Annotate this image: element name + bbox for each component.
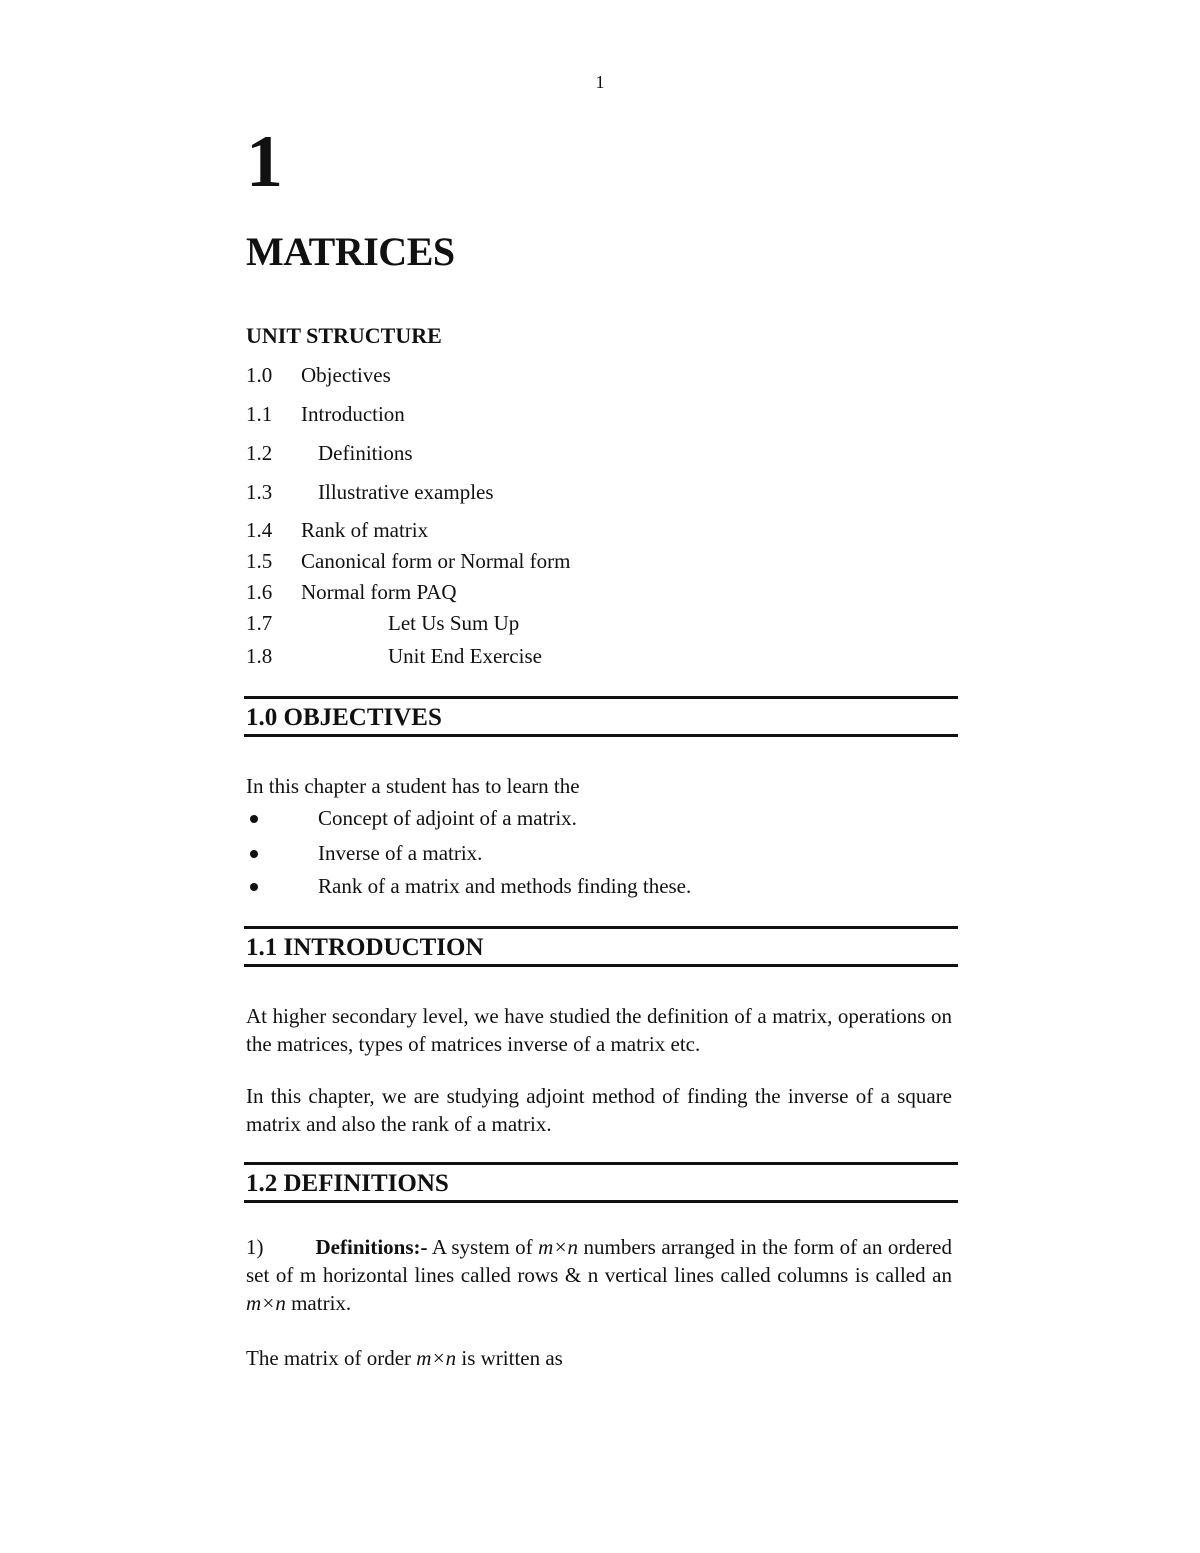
toc-number: 1.7 <box>246 611 273 635</box>
chapter-number: 1 <box>246 121 283 203</box>
bullet-icon <box>250 883 258 891</box>
toc-number: 1.8 <box>246 644 273 668</box>
bullet-text: Rank of a matrix and methods finding these. <box>318 874 692 898</box>
definition-paragraph <box>246 1233 952 1317</box>
bullet-icon <box>250 850 258 858</box>
toc-number: 1.5 <box>246 549 273 573</box>
toc-label: Definitions <box>318 441 413 465</box>
definitions-heading: 1.2 DEFINITIONS <box>246 1170 449 1197</box>
toc-label: Let Us Sum Up <box>388 611 520 635</box>
toc-label: Rank of matrix <box>301 518 429 542</box>
order-text-before: The matrix of order <box>246 1346 412 1370</box>
bullet-text: Inverse of a matrix. <box>318 841 483 865</box>
toc-label: Unit End Exercise <box>388 644 542 668</box>
section-rule-top <box>244 1162 958 1165</box>
section-rule-bottom <box>244 734 958 737</box>
toc-label: Objectives <box>301 363 391 387</box>
section-rule-top <box>244 696 958 699</box>
introduction-paragraph-2: In this chapter, we are studying adjoint method of finding the inverse of a square matrix and also the rank of a matrix. <box>246 1084 952 1136</box>
toc-number: 1.6 <box>246 580 273 604</box>
toc-label: Illustrative examples <box>318 480 494 504</box>
introduction-paragraph-1: At higher secondary level, we have studied the definition of a matrix, operations on the matrices, types of matrices inverse of a matrix etc. <box>246 1004 952 1056</box>
section-rule-top <box>244 926 958 929</box>
page-number: 1 <box>595 72 605 92</box>
toc-label: Normal form PAQ <box>301 580 457 604</box>
bullet-text: Concept of adjoint of a matrix. <box>318 806 577 830</box>
objectives-intro: In this chapter a student has to learn the <box>246 774 580 798</box>
toc-label: Introduction <box>301 402 405 426</box>
toc-number: 1.3 <box>246 480 273 504</box>
definition-text-before: A system of <box>431 1235 533 1259</box>
objectives-heading: 1.0 OBJECTIVES <box>246 704 442 731</box>
math-m-by-n: m×n <box>538 1235 579 1259</box>
introduction-heading: 1.1 INTRODUCTION <box>246 934 484 961</box>
toc-number: 1.4 <box>246 518 273 542</box>
definition-text-after: matrix. <box>291 1291 352 1315</box>
definition-term: Definitions:- <box>315 1235 428 1259</box>
chapter-title: MATRICES <box>246 229 455 274</box>
definition-text-middle: numbers arranged in the form of an ordered set of m horizontal lines called rows & n vertical lines called columns is called an <box>246 1235 953 1287</box>
matrix-order-line <box>246 1344 952 1372</box>
section-rule-bottom <box>244 964 958 967</box>
toc-number: 1.0 <box>246 363 273 387</box>
section-rule-bottom <box>244 1200 958 1203</box>
math-m-by-n: m×n <box>416 1346 457 1370</box>
unit-structure-heading: UNIT STRUCTURE <box>246 323 442 348</box>
definition-number: 1) <box>246 1235 264 1259</box>
math-m-by-n: m×n <box>246 1291 286 1315</box>
bullet-icon <box>250 815 258 823</box>
order-text-after: is written as <box>461 1346 563 1370</box>
toc-number: 1.1 <box>246 402 273 426</box>
toc-label: Canonical form or Normal form <box>301 549 571 573</box>
toc-number: 1.2 <box>246 441 273 465</box>
